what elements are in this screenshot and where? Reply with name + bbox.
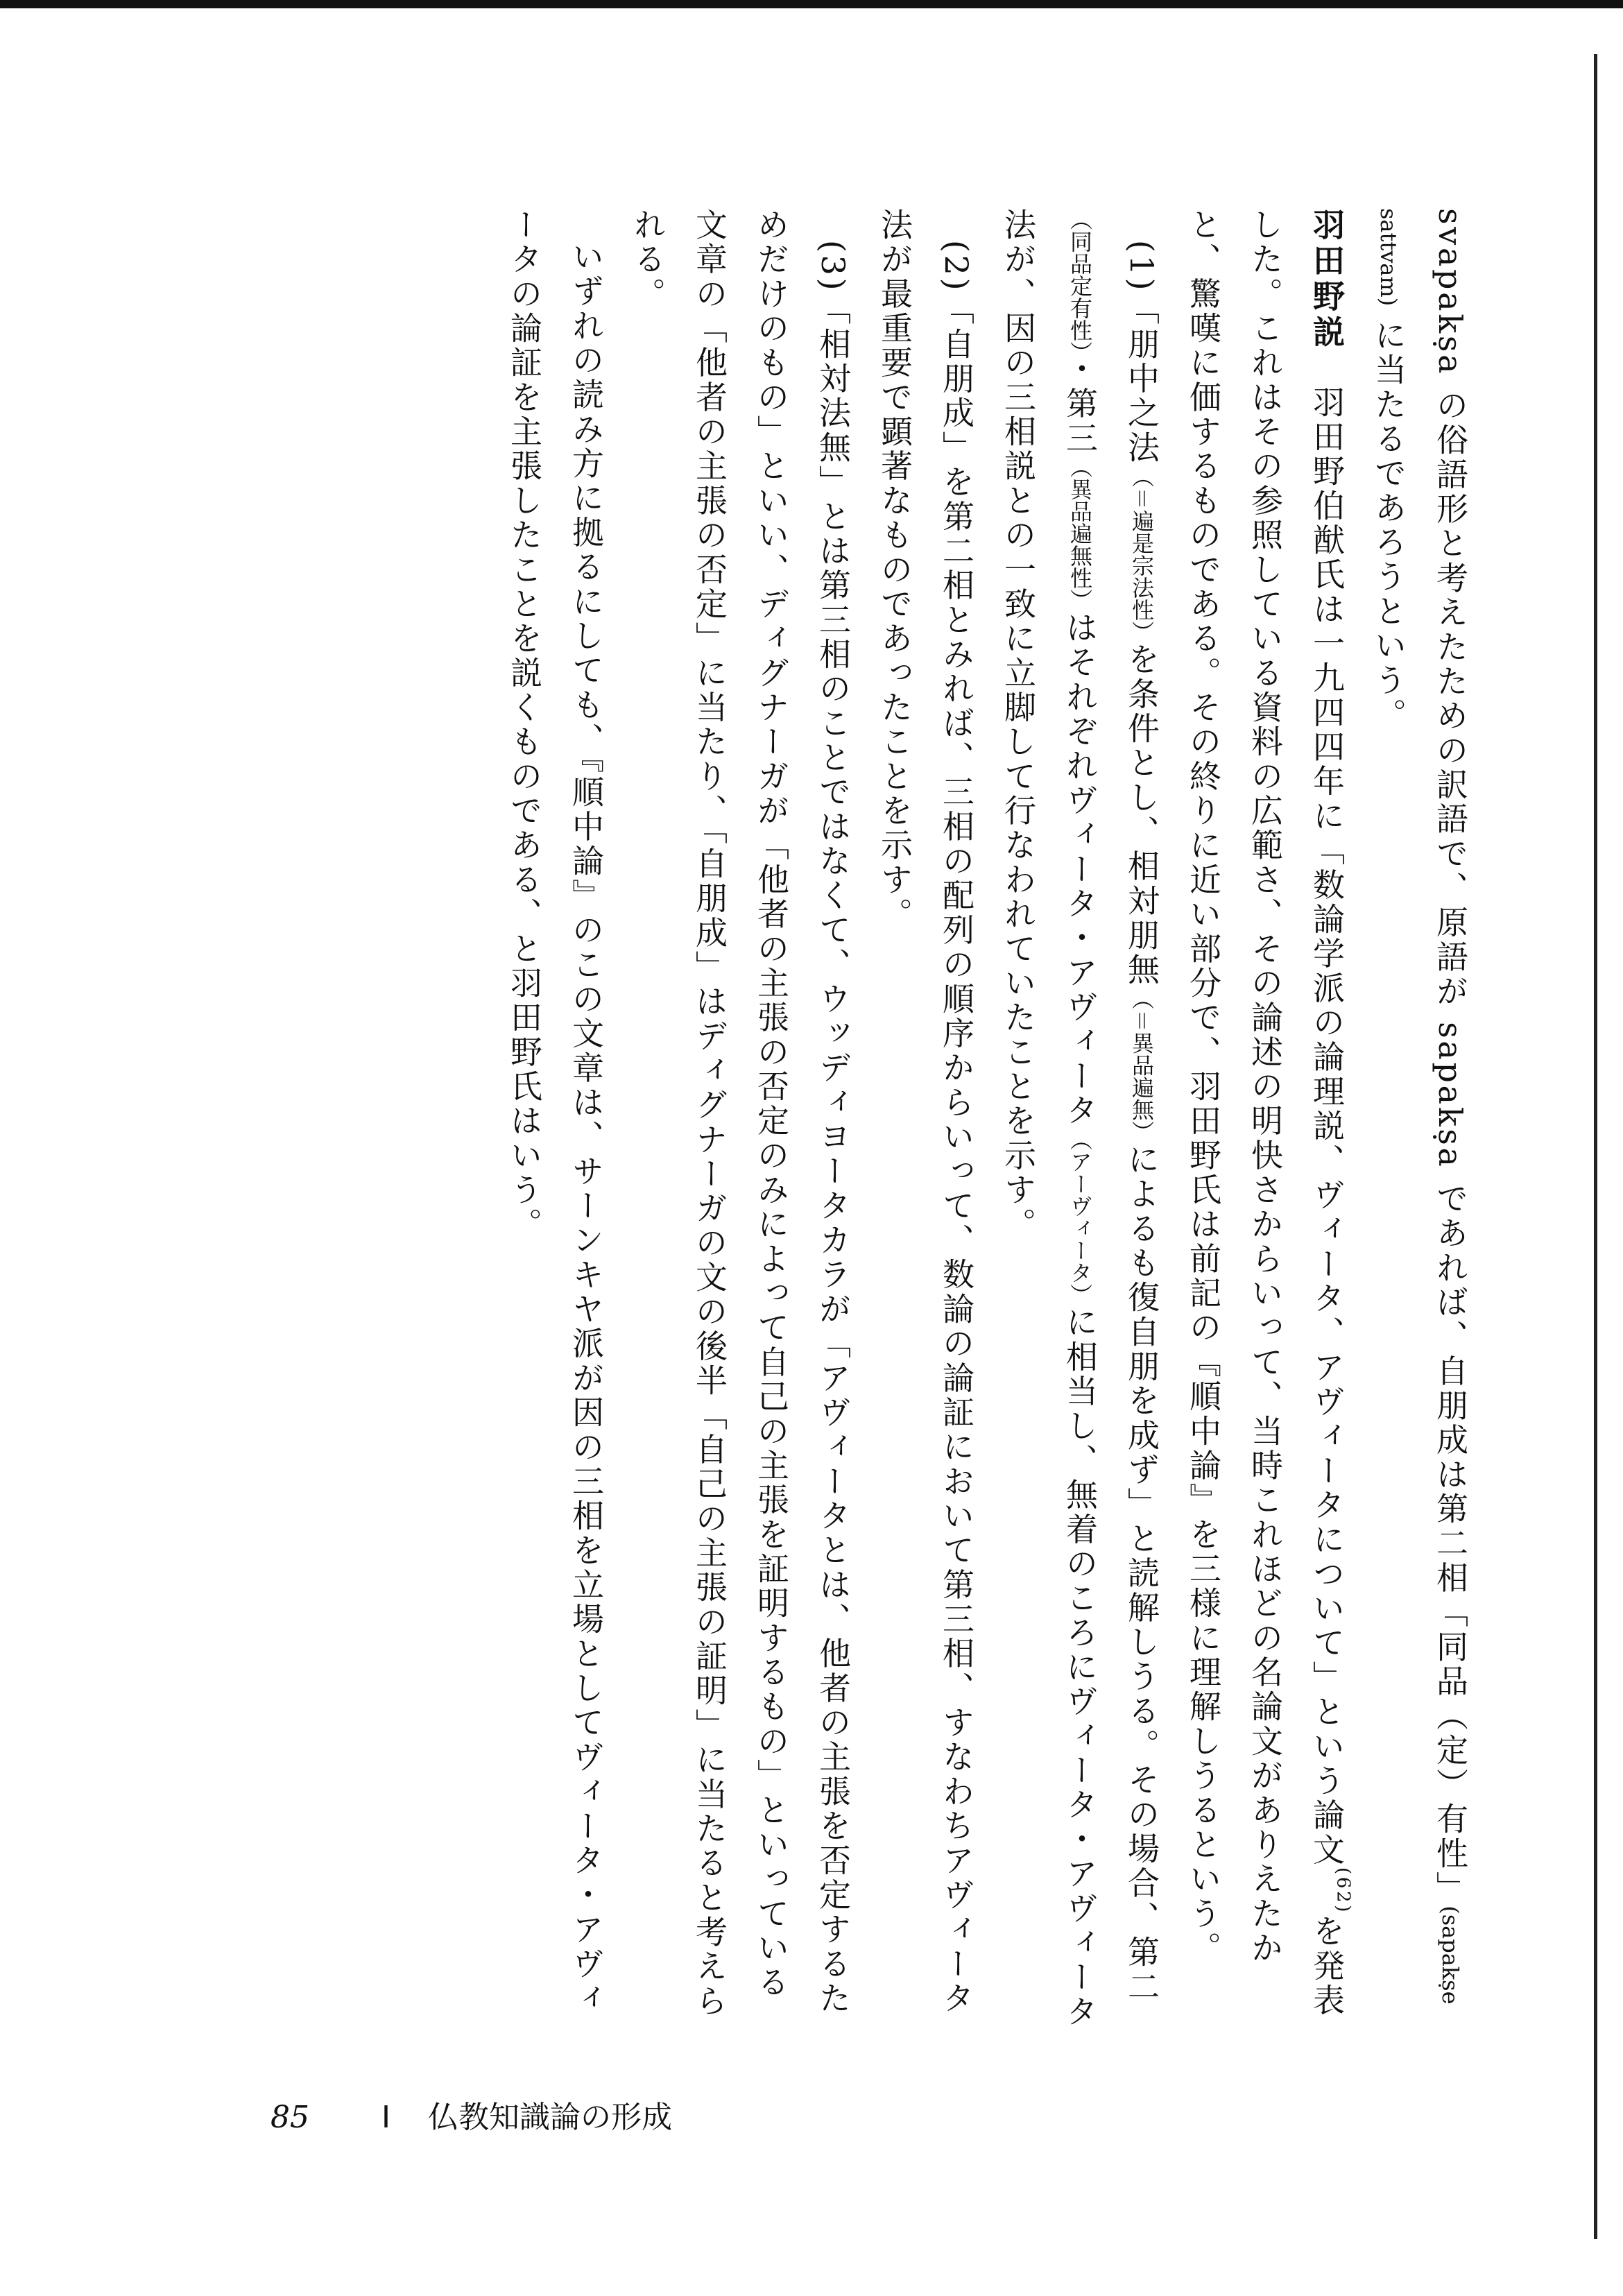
section-heading: 羽田野説 <box>1308 208 1346 352</box>
paragraph-p-hadano <box>1172 208 1357 2032</box>
inline-gloss: （異品遍無性） <box>1067 456 1093 612</box>
text-run: に当たるであろうという。 <box>1370 306 1407 733</box>
text-run: ・第三 <box>1061 352 1099 456</box>
inline-gloss: （アーヴィータ） <box>1067 1128 1093 1306</box>
paragraph-p-2 <box>864 208 987 2032</box>
text-run: 羽田野伯猷氏は一九四四年に「数論学派の論理説、ヴィータ、アヴィータについて」という論文 <box>1308 351 1346 1868</box>
vertical-text-body <box>225 208 1481 2032</box>
text-run: (2)「自朋成」を第二相とみれば、三相の配列の順序からいって、数論の論証において第三相、すなわちアヴィータ法が最重要で顕著なものであったことを示す。 <box>876 208 975 2016</box>
footnote-marker: (62) <box>1332 1867 1354 1915</box>
inline-gloss: （同品定有性） <box>1067 208 1093 352</box>
text-run: はそれぞれヴィータ・アヴィータ <box>1061 611 1099 1129</box>
page-number: 85 <box>270 2100 309 2135</box>
paragraph-p-3 <box>617 208 864 2032</box>
chapter-number: I <box>381 2100 390 2135</box>
inline-gloss: （＝遍是宗法性） <box>1128 465 1155 643</box>
text-run: に相当し、無着のころにヴィータ・アヴィータ法が、因の三相説との一致に立脚して行なわれていたことを示す。 <box>999 208 1099 2030</box>
text-run: を発表した。これはその参照している資料の広範さ、その論述の明快さからいって、当時これほどの名論文がありえたかと、驚嘆に価するものである。その終りに近い部分で、羽田野氏は前記の『順中論』を三様に理解しうるという。 <box>1185 208 1346 2019</box>
text-run: svapakṣa の俗語形と考えたための訳語で、原語が sapakṣa であれば、自朋成は第二相「同品（定）有性」 <box>1432 208 1469 1906</box>
paragraph-p-cont <box>1357 208 1481 2032</box>
text-run: (3)「相対法無」とは第三相のことではなくて、ウッディヨータカラが「アヴィータとは、他者の主張を否定するためだけのもの」といい、ディグナーガが「他者の主張の否定のみによって自己の主張を証明するもの」といっている文章の「他者の主張の否定」に当たり、「自朋成」はディグナーガの文の後半「自己の主張の証明」に当たると考えられる。 <box>629 208 852 2019</box>
gutter-edge-rule <box>1594 54 1597 2239</box>
running-footer <box>270 2092 672 2136</box>
chapter-title: 仏教知識論の形成 <box>427 2100 672 2135</box>
top-edge-rule <box>0 0 1623 8</box>
text-run: を条件とし、相対朋無 <box>1123 642 1160 988</box>
text-run: によるも復自朋を成ず」と読解しうる。その場合、第二 <box>1123 1142 1160 2005</box>
paragraph-p-1 <box>987 208 1172 2032</box>
text-run: いずれの読み方に拠るにしても、『順中論』のこの文章は、サーンキヤ派が因の三相を立場としてヴィータ・アヴィータの論証を主張したことを説くものである、と羽田野氏はいう。 <box>506 208 605 2016</box>
paragraph-p-concl <box>493 208 617 2032</box>
inline-gloss: (sapakṣe sattvam) <box>1375 208 1463 2005</box>
text-run: (1)「朋中之法 <box>1123 240 1160 465</box>
inline-gloss: （＝異品遍無） <box>1128 987 1155 1143</box>
